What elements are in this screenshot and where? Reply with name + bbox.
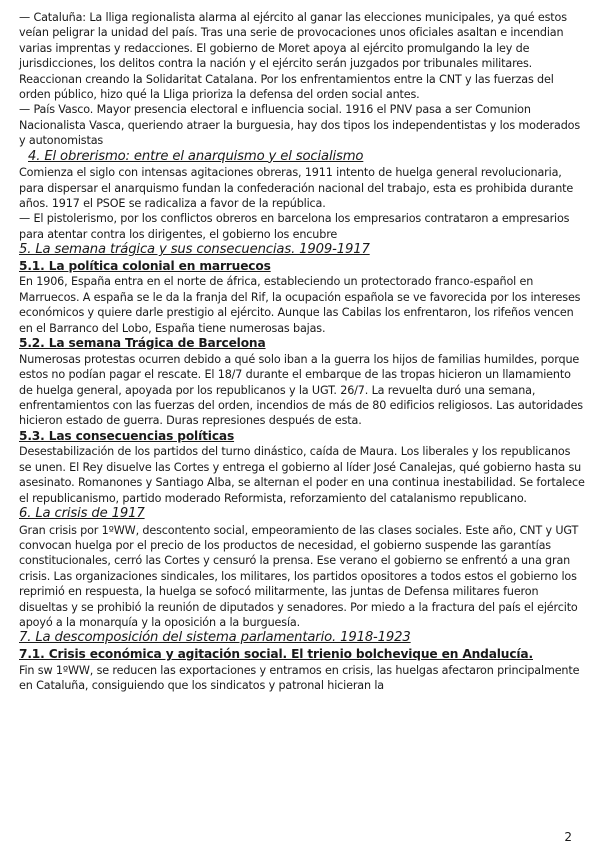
section-heading-descomposicion: 7. La descomposición del sistema parlamentario. 1918-1923 [19, 630, 411, 646]
paragraph-cataluna: — Cataluña: La lliga regionalista alarma al ejército al ganar las elecciones municipales, ya qué estos veían peligrar la unidad del país. Tras una serie de provocaciones unos oficiales asaltan e incendian varias imprentas y redacciones. El gobierno de Moret apoya al ejército promulgando la ley de jurisdicciones, los delitos contra la nación y el ejército serán juzgados por tribunales militares. Reaccionan creando la Solidaritat Catalana. Por los enfrentamientos entre la CNT y las fuerzas del orden público, hizo qué la Lliga prioriza la defensa del orden social antes. [19, 11, 567, 102]
subheading-politica-colonial: 5.1. La política colonial en marruecos [19, 258, 271, 273]
section-heading-obrerismo: 4. El obrerismo: entre el anarquismo y el socialismo [28, 148, 364, 164]
document-page [19, 10, 585, 693]
paragraph-pais-vasco: — País Vasco. Mayor presencia electoral e influencia social. 1916 el PNV pasa a ser Comunion Nacionalista Vasca, queriendo atraer la burguesia, hay dos tipos los independentistas y los moderados y autonomistas [19, 103, 581, 148]
paragraph-consecuencias-politicas: Desestabilización de los partidos del turno dinástico, caída de Maura. Los liberales y los republicanos se unen. El Rey disuelve las Cortes y entrega el gobierno al líder José Canalejas, qué gobierno hasta su asesinato. Romanones y Santiago Alba, se alternan el poder en una continua inestabilidad. Se fortalece el republicanismo, partido moderado Reformista, reforzamiento del catalanismo republicano. [19, 445, 585, 505]
paragraph-pistolerismo: — El pistolerismo, por los conflictos obreros en barcelona los empresarios contrataron a empresarios para atentar contra los dirigentes, el gobierno los encubre [19, 212, 570, 241]
paragraph-politica-colonial: En 1906, España entra en el norte de áfrica, estableciendo un protectorado franco-español en Marruecos. A españa se le da la franja del Rif, la ocupación española se ve favorecida por los intereses económicos y quiere darle prestigio al ejército. Aunque las Cabilas los enfrentaron, los rifeños vencen en el Barranco del Lobo, España tiene numerosas bajas. [19, 275, 581, 335]
paragraph-crisis-economica: Fin sw 1ºWW, se reducen las exportaciones y entramos en crisis, las huelgas afectaron principalmente en Cataluña, consiguiendo que los sindicatos y patronal hicieran la [19, 663, 580, 692]
subheading-semana-tragica-barcelona: 5.2. La semana Trágica de Barcelona [19, 336, 266, 351]
paragraph-crisis-1917: Gran crisis por 1ºWW, descontento social, empeoramiento de las clases sociales. Este año, CNT y UGT convocan huelga por el precio de los productos de necesidad, el gobierno suspende las garantías constitucionales, cerró las Cortes y censuró la prensa. Ese verano el gobierno se enfrentó a una gran crisis. Las organizaciones sindicales, los militares, los partidos opositores a todos estos el gobierno los reprimió en respuesta, la huelga se sofocó militarmente, las juntas de Defensa militares fueron disueltas y se prohibió la reunión de diputados y senadores. Por miedo a la fractura del país el ejército apoyó a la monarquía y la oposición a la burguesía. [19, 523, 579, 629]
paragraph-obrerismo: Comienza el siglo con intensas agitaciones obreras, 1911 intento de huelga general revolucionaria, para dispersar el anarquismo fundan la confederación nacional del trabajo, esta es prohibida durante años. 1917 el PSOE se radicaliza a favor de la república. [19, 166, 574, 211]
subheading-crisis-economica: 7.1. Crisis económica y agitación social. El trienio bolchevique en Andalucía. [19, 646, 533, 661]
section-heading-crisis-1917: 6. La crisis de 1917 [19, 505, 145, 521]
paragraph-semana-tragica-barcelona: Numerosas protestas ocurren debido a qué solo iban a la guerra los hijos de familias humildes, porque estos no podían pagar el rescate. El 18/7 durante el embarque de las tropas hicieron un llamamiento de huelga general, apoyada por los republicanos y la UGT. 26/7. La revuelta duró una semana, enfrentamientos con las fuerzas del orden, incendios de más de 80 edificios religiosos. Las autoridades hicieron estado de guerra. Duras represiones después de esta. [19, 352, 583, 428]
subheading-consecuencias-politicas: 5.3. Las consecuencias políticas [19, 428, 235, 443]
page-number: 2 [564, 830, 572, 844]
section-heading-semana-tragica: 5. La semana trágica y sus consecuencias. 1909-1917 [19, 242, 370, 258]
